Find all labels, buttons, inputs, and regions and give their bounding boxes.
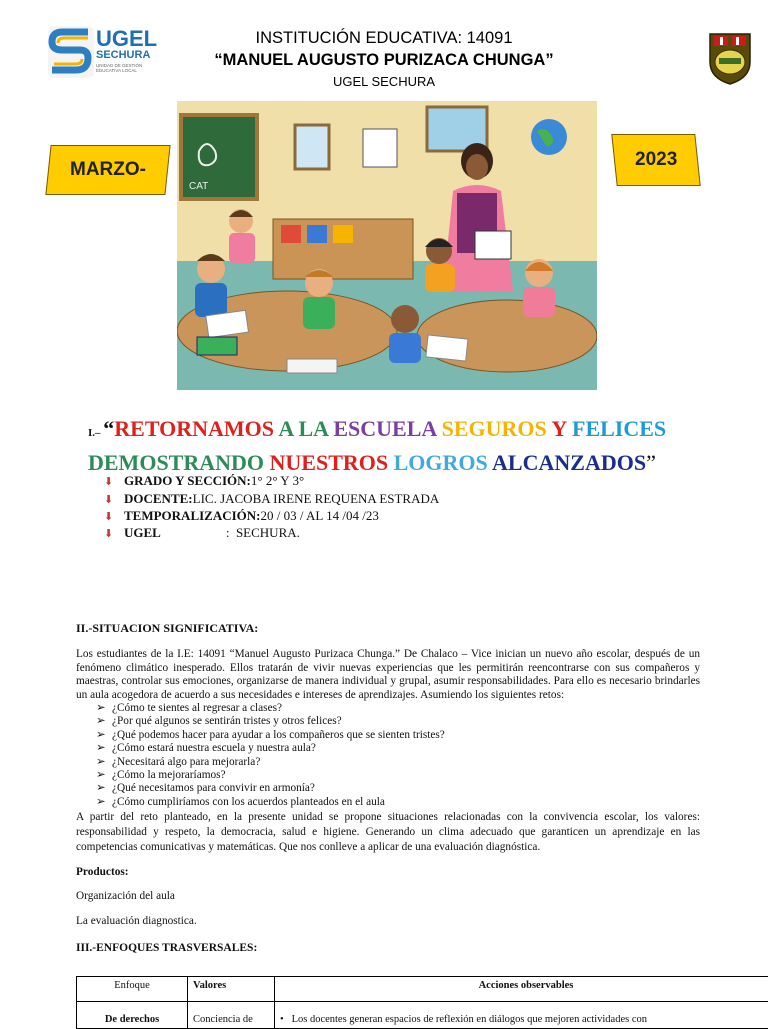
table-cell-text: Los docentes generan espacios de reflexión en diálogos que mejoren actividades con: [292, 1014, 647, 1025]
title-close-quote: ”: [646, 450, 656, 475]
table-row: [77, 1002, 768, 1029]
info-teacher: [104, 491, 439, 507]
chevron-bullet-icon: ➢: [96, 796, 112, 809]
product-item-2: La evaluación diagnostica.: [76, 915, 197, 927]
table-cell: • Los docentes generan espacios de reflexión en diálogos que mejoren actividades con: [275, 1002, 768, 1029]
year-banner: [611, 134, 700, 186]
table-header-row: [77, 977, 768, 1002]
enfoques-table: [76, 976, 768, 1029]
questions-list: [96, 702, 445, 809]
info-value: 1° 2° Y 3°: [251, 473, 304, 489]
list-item: ➢ ¿Cómo te sientes al regresar a clases?: [96, 702, 445, 715]
ugel-line: UGEL SECHURA: [0, 74, 768, 89]
table-header-cell: Enfoque: [77, 977, 188, 1002]
title-word: LA: [299, 416, 328, 441]
chevron-bullet-icon: ➢: [96, 769, 112, 782]
month-banner: [45, 145, 170, 195]
info-label: TEMPORALIZACIÓN:: [124, 508, 261, 524]
ugel-logo-sub: SECHURA: [96, 49, 150, 61]
list-item: ➢ ¿Por qué algunos se sentirán tristes y otros felices?: [96, 715, 445, 728]
title-word: Y: [551, 416, 566, 441]
title-word: A: [278, 416, 293, 441]
table-cell: Conciencia de: [188, 1002, 275, 1029]
table-header-cell: Acciones observables: [275, 977, 768, 1002]
month-banner-text: MARZO-: [70, 159, 146, 181]
classroom-illustration: [177, 101, 597, 390]
title-line-1: [114, 416, 666, 441]
list-item: ➢ ¿Qué necesitamos para convivir en armonía?: [96, 782, 445, 795]
chevron-bullet-icon: ➢: [96, 756, 112, 769]
ugel-logo-text: UGEL: [96, 26, 157, 52]
info-label: GRADO Y SECCIÓN:: [124, 473, 251, 489]
bullet-arrow-icon: ⬇: [104, 493, 124, 506]
title-word: NUESTROS: [270, 450, 389, 475]
chevron-bullet-icon: ➢: [96, 715, 112, 728]
table-cell: De derechos: [77, 1002, 188, 1029]
institution-line: INSTITUCIÓN EDUCATIVA: 14091: [0, 29, 768, 48]
svg-text:CAT: CAT: [189, 181, 208, 192]
info-value: : SECHURA.: [161, 525, 300, 541]
title-word: RETORNAMOS: [114, 416, 274, 441]
info-value: LIC. JACOBA IRENE REQUENA ESTRADA: [193, 491, 440, 507]
section2-paragraph-2: A partir del reto planteado, en la presente unidad se propone situaciones relacionadas con la convivencia escolar, los valores: responsabilidad y respeto, la democracia, salud e higiene. Generando un clima adecuado que garanticen un aprendizaje en las competencias comunicativas y matemáticas. Que nos conlleve a aplicar de una evaluación diagnóstica.: [76, 810, 700, 855]
chevron-bullet-icon: ➢: [96, 782, 112, 795]
chevron-bullet-icon: ➢: [96, 742, 112, 755]
year-banner-text: 2023: [635, 149, 677, 171]
title-word: DEMOSTRANDO: [88, 450, 264, 475]
title-line-2: [88, 450, 646, 475]
title-open-quote: “: [103, 416, 114, 441]
chevron-bullet-icon: ➢: [96, 729, 112, 742]
title-word: ESCUELA: [333, 416, 436, 441]
bullet-arrow-icon: ⬇: [104, 510, 124, 523]
unit-title: [88, 414, 748, 477]
list-item: ➢ ¿Cómo cumpliríamos con los acuerdos planteados en el aula: [96, 796, 445, 809]
info-label: UGEL: [124, 525, 161, 541]
info-label: DOCENTE:: [124, 491, 193, 507]
section3-heading: III.-ENFOQUES TRASVERSALES:: [76, 942, 257, 954]
product-item-1: Organización del aula: [76, 890, 175, 902]
school-name: “MANUEL AUGUSTO PURIZACA CHUNGA”: [0, 51, 768, 70]
section2-paragraph: Los estudiantes de la I.E: 14091 “Manuel Augusto Purizaca Chunga.” De Chalaco – Vice inician un nuevo año escolar, después de un fenómeno climático inesperado. Ellos tratarán de vivir nuevas experiencias que les permitirán reencontrarse con sus compañeros y maestras, controlar sus emociones, organizarse de manera individual y grupal, asumir responsabilidades. Para ello es necesario brindarles un aula acogedora de acuerdo a sus necesidades e intereses de aprendizajes. Asumiendo los siguientes retos:: [76, 648, 700, 702]
title-word: FELICES: [572, 416, 666, 441]
info-timing: [104, 508, 379, 524]
list-item: ➢ ¿Cómo estará nuestra escuela y nuestra aula?: [96, 742, 445, 755]
info-grade: [104, 473, 304, 489]
section2-heading: II.-SITUACION SIGNIFICATIVA:: [76, 621, 258, 636]
bullet-arrow-icon: ⬇: [104, 475, 124, 488]
bullet-arrow-icon: ⬇: [104, 527, 124, 540]
info-value: 20 / 03 / AL 14 /04 /23: [261, 508, 379, 524]
ugel-logo-tiny: UNIDAD DE GESTIÓN EDUCATIVA LOCAL: [96, 63, 146, 73]
school-crest: [706, 28, 754, 86]
title-prefix: I.–: [88, 427, 103, 439]
list-item: ➢ ¿Cómo la mejoraríamos?: [96, 769, 445, 782]
title-word: SEGUROS: [442, 416, 547, 441]
title-word: LOGROS: [394, 450, 488, 475]
list-item: ➢ ¿Necesitará algo para mejorarla?: [96, 756, 445, 769]
table-header-cell: Valores: [188, 977, 275, 1002]
chevron-bullet-icon: ➢: [96, 702, 112, 715]
list-item: ➢ ¿Qué podemos hacer para ayudar a los compañeros que se sienten tristes?: [96, 729, 445, 742]
products-heading: Productos:: [76, 866, 129, 878]
info-ugel: [104, 525, 300, 541]
title-word: ALCANZADOS: [492, 450, 646, 475]
